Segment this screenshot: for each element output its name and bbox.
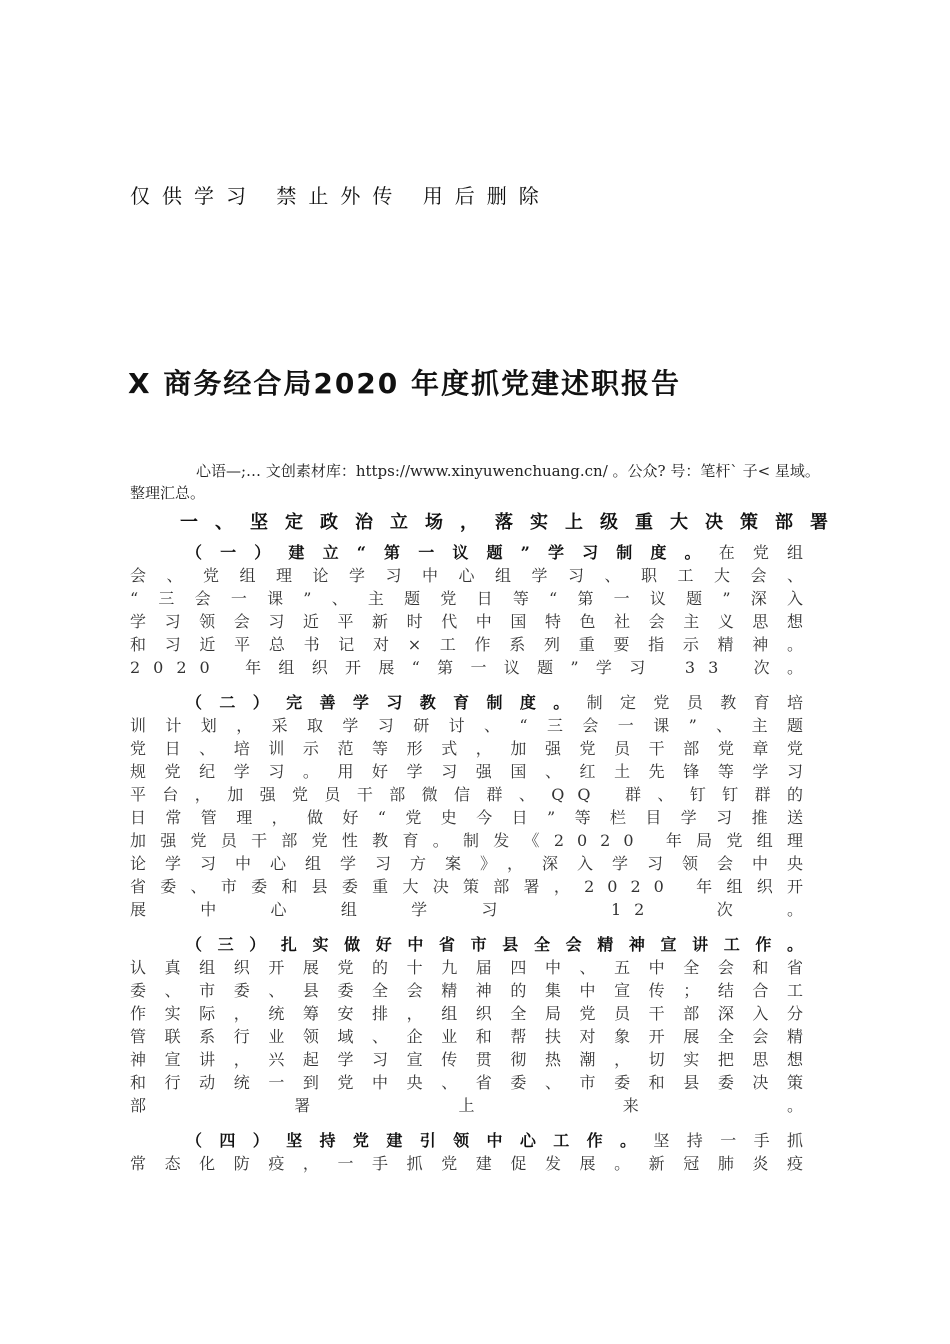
- paragraph-line: 2020 年组织开展“第一议题”学习 33 次。: [130, 658, 816, 677]
- paragraph-line: [130, 1129, 816, 1152]
- paragraph-line: 常态化防疫，一手抓党建促发展。新冠肺炎疫: [130, 1154, 816, 1173]
- paragraph-line: 训计划，采取学习研讨、“三会一课”、主题: [130, 716, 816, 735]
- paragraph-line: 委、市委、县委全会精神的集中宣传；结合工: [130, 981, 816, 1000]
- paragraph-line: 和行动统一到党中央、省委、市委和县委决策: [130, 1073, 816, 1092]
- paragraph-line: 展中心组学习 12 次。: [130, 900, 816, 919]
- paragraph-line: 部署上来。: [130, 1096, 816, 1115]
- paragraph-1: [130, 541, 816, 679]
- paragraph-2: [130, 691, 816, 921]
- paragraph-line-text: 制定党员教育培: [586, 693, 816, 712]
- paragraph-line: 学习领会习近平新时代中国特色社会主义思想: [130, 612, 816, 631]
- paragraph-line: 作实际，统筹安排，组织全局党员干部深入分: [130, 1004, 816, 1023]
- paragraph-line: “三会一课”、主题党日等“第一议题”深入: [130, 589, 816, 608]
- section-heading: 一、坚定政治立场，落实上级重大决策部署: [180, 512, 845, 533]
- paragraph-3: [130, 933, 816, 1117]
- paragraph-lead: （一）建立“第一议题”学习制度。: [186, 543, 719, 562]
- distribution-notice: 仅供学习 禁止外传 用后删除: [130, 184, 551, 208]
- paragraph-line: 认真组织开展党的十九届四中、五中全会和省: [130, 958, 816, 977]
- paragraph-line: 和习近平总书记对×工作系列重要指示精神。: [130, 635, 816, 654]
- source-note: 心语—;… 文创素材库：https://www.xinyuwenchuang.cn/ 。公众? 号：笔杆` 子< 星域。整理汇总。: [130, 462, 820, 502]
- paragraph-line-text: 在党组: [718, 543, 816, 562]
- paragraph-line: [130, 541, 816, 564]
- paragraph-line: 论学习中心组学习方案》，深入学习领会中央: [130, 854, 816, 873]
- paragraph-line: 平台，加强党员干部微信群、QQ 群、钉钉群的: [130, 785, 816, 804]
- paragraph-line: 加强党员干部党性教育。制发《2020 年局党组理: [130, 831, 816, 850]
- paragraph-line: 神宣讲，兴起学习宣传贯彻热潮，切实把思想: [130, 1050, 816, 1069]
- paragraph-line: 省委、市委和县委重大决策部署，2020 年组织开: [130, 877, 816, 896]
- paragraph-4: [130, 1129, 816, 1175]
- document-title: X 商务经合局2020 年度抓党建述职报告: [128, 367, 682, 400]
- paragraph-line: [130, 691, 816, 714]
- paragraph-line: 规党纪学习。用好学习强国、红土先锋等学习: [130, 762, 816, 781]
- paragraph-lead: （三）扎实做好中省市县全会精神宣讲工作。: [186, 935, 816, 954]
- paragraph-line: [130, 933, 816, 956]
- paragraph-line: 管联系行业领域、企业和帮扶对象开展全会精: [130, 1027, 816, 1046]
- paragraph-line: 党日、培训示范等形式，加强党员干部党章党: [130, 739, 816, 758]
- paragraph-line-text: 坚持一手抓: [653, 1131, 816, 1150]
- paragraph-lead: （四）坚持党建引领中心工作。: [186, 1131, 654, 1150]
- paragraph-line: 日常管理，做好“党史今日”等栏目学习推送: [130, 808, 816, 827]
- paragraph-line: 会、党组理论学习中心组学习、职工大会、: [130, 566, 816, 585]
- paragraph-lead: （二）完善学习教育制度。: [186, 693, 587, 712]
